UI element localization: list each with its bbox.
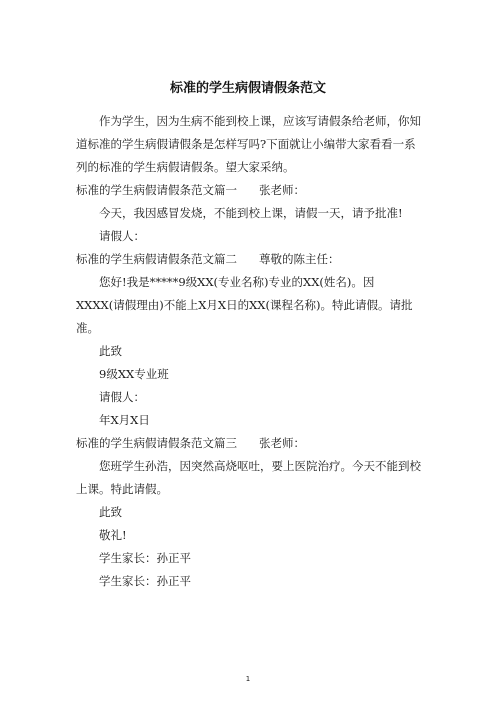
sample3-heading-line — [76, 432, 421, 455]
page-number: 1 — [245, 675, 251, 683]
sample2-date: 年X月X日 — [99, 413, 150, 427]
sample1-body: 今天，我因感冒发烧，不能到校上课，请假一天，请予批准! — [99, 206, 403, 220]
sample3-heading: 标准的学生病假请假条范文篇三 — [76, 436, 237, 450]
sample2-salutation: 尊敬的陈主任： — [259, 252, 340, 266]
sample2-class: 9级XX专业班 — [99, 367, 169, 381]
document-title: 标准的学生病假请假条范文 — [169, 81, 326, 96]
sample3-parent-1: 学生家长：孙正平 — [99, 551, 191, 565]
sample2-body: 您好!我是*****9级XX(专业名称)专业的XX(姓名)。因XXXX(请假理由)不能上X月X日的XX(课程名称)。特此请假。请批准。 — [76, 275, 413, 335]
sample3-regards: 敬礼! — [99, 528, 127, 542]
sample1-signature: 请假人： — [99, 229, 145, 243]
sample3-closing: 此致 — [99, 505, 122, 519]
sample2-heading: 标准的学生病假请假条范文篇二 — [76, 252, 237, 266]
intro-paragraph: 作为学生，因为生病不能到校上课，应该写请假条给老师，你知道标准的学生病假请假条是怎样写吗?下面就让小编带大家看看一系列的标准的学生病假请假条。望大家采纳。 — [76, 114, 421, 174]
sample3-body: 您班学生孙浩，因突然高烧呕吐，要上医院治疗。今天不能到校上课。特此请假。 — [76, 459, 421, 496]
sample3-parent-2: 学生家长：孙正平 — [99, 574, 191, 588]
sample2-signature: 请假人： — [99, 390, 145, 404]
sample1-heading-line — [76, 179, 421, 202]
sample3-salutation: 张老师： — [259, 436, 305, 450]
sample1-salutation: 张老师： — [259, 183, 305, 197]
sample1-heading: 标准的学生病假请假条范文篇一 — [76, 183, 237, 197]
sample2-closing: 此致 — [99, 344, 122, 358]
document-body — [76, 110, 421, 593]
sample2-heading-line — [76, 248, 421, 271]
